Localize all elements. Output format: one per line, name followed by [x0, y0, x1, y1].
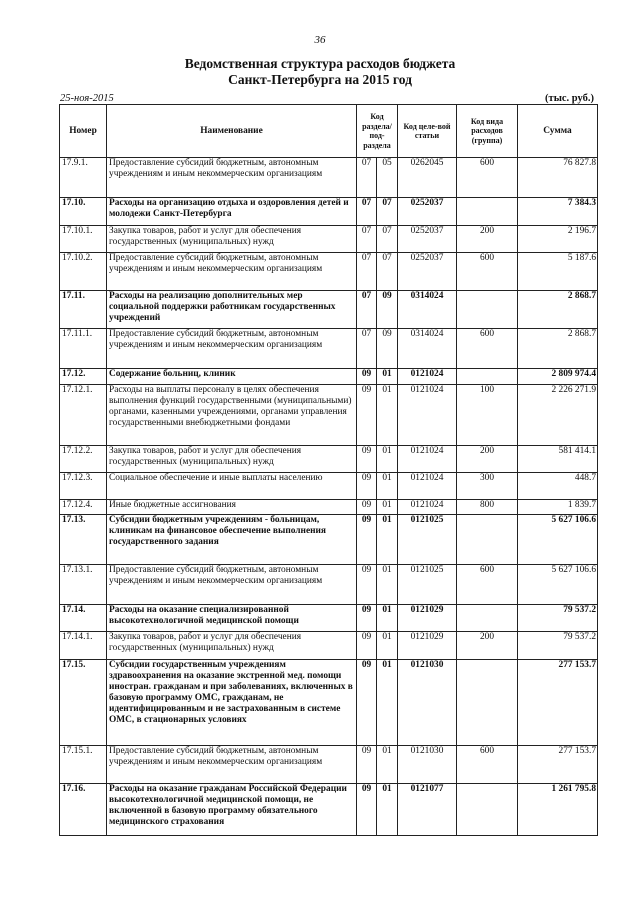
row-sum: 2 868.7 — [518, 291, 598, 329]
row-sum: 1 261 795.8 — [518, 784, 598, 836]
header-name: Наименование — [107, 105, 357, 158]
header-target-code: Код целе-вой статьи — [398, 105, 457, 158]
row-subsection: 07 — [377, 198, 398, 226]
row-target-code: 0121077 — [398, 784, 457, 836]
table-row — [60, 291, 598, 329]
row-target-code: 0121024 — [398, 369, 457, 385]
page-number: 36 — [314, 34, 326, 46]
title-line-1: Ведомственная структура расходов бюджета — [184, 56, 456, 71]
row-number: 17.11. — [60, 291, 107, 329]
row-subsection: 09 — [377, 291, 398, 329]
row-name: Закупка товаров, работ и услуг для обеспечения государственных (муниципальных) нужд — [107, 226, 357, 253]
row-name: Расходы на выплаты персоналу в целях обеспечения выполнения функций государственными (муниципальными) органами, казенными учреждениями, органами управления государственными внебюджетными фондами — [107, 385, 357, 446]
row-number: 17.12.3. — [60, 473, 107, 500]
row-section: 09 — [357, 632, 377, 660]
table-row — [60, 565, 598, 605]
row-target-code: 0121029 — [398, 632, 457, 660]
row-subsection: 01 — [377, 632, 398, 660]
row-number: 17.11.1. — [60, 329, 107, 369]
table-row — [60, 158, 598, 198]
row-expense-type: 200 — [457, 226, 518, 253]
row-number: 17.15. — [60, 660, 107, 746]
document-title — [0, 56, 640, 88]
row-sum: 2 226 271.9 — [518, 385, 598, 446]
table-row — [60, 385, 598, 446]
table-row — [60, 515, 598, 565]
row-target-code: 0121029 — [398, 605, 457, 632]
row-expense-type — [457, 515, 518, 565]
header-number: Номер — [60, 105, 107, 158]
row-target-code: 0314024 — [398, 291, 457, 329]
row-subsection: 01 — [377, 369, 398, 385]
table-row — [60, 500, 598, 515]
table-row — [60, 253, 598, 291]
row-target-code: 0121030 — [398, 660, 457, 746]
row-section: 09 — [357, 605, 377, 632]
row-expense-type: 200 — [457, 446, 518, 473]
row-section: 09 — [357, 746, 377, 784]
row-name: Содержание больниц, клиник — [107, 369, 357, 385]
row-expense-type — [457, 660, 518, 746]
row-subsection: 01 — [377, 660, 398, 746]
row-name: Закупка товаров, работ и услуг для обеспечения государственных (муниципальных) нужд — [107, 632, 357, 660]
row-subsection: 09 — [377, 329, 398, 369]
row-expense-type — [457, 605, 518, 632]
row-sum: 277 153.7 — [518, 660, 598, 746]
row-target-code: 0252037 — [398, 198, 457, 226]
table-row — [60, 446, 598, 473]
row-name: Предоставление субсидий бюджетным, автономным учреждениям и иным некоммерческим организациям — [107, 329, 357, 369]
row-name: Предоставление субсидий бюджетным, автономным учреждениям и иным некоммерческим организациям — [107, 253, 357, 291]
row-target-code: 0121030 — [398, 746, 457, 784]
row-expense-type: 600 — [457, 158, 518, 198]
title-line-2: Санкт-Петербурга на 2015 год — [228, 72, 412, 87]
row-subsection: 01 — [377, 515, 398, 565]
row-sum: 79 537.2 — [518, 605, 598, 632]
row-number: 17.9.1. — [60, 158, 107, 198]
table-row — [60, 329, 598, 369]
row-sum: 5 627 106.6 — [518, 515, 598, 565]
row-expense-type: 800 — [457, 500, 518, 515]
row-sum: 277 153.7 — [518, 746, 598, 784]
row-expense-type: 600 — [457, 253, 518, 291]
table-header-row — [60, 105, 598, 158]
row-name: Социальное обеспечение и иные выплаты населению — [107, 473, 357, 500]
row-name: Предоставление субсидий бюджетным, автономным учреждениям и иным некоммерческим организациям — [107, 746, 357, 784]
row-section: 07 — [357, 253, 377, 291]
row-section: 09 — [357, 369, 377, 385]
row-number: 17.14. — [60, 605, 107, 632]
row-number: 17.12. — [60, 369, 107, 385]
row-sum: 448.7 — [518, 473, 598, 500]
row-expense-type: 600 — [457, 746, 518, 784]
row-target-code: 0252037 — [398, 226, 457, 253]
row-sum: 2 868.7 — [518, 329, 598, 369]
header-sum: Сумма — [518, 105, 598, 158]
row-number: 17.16. — [60, 784, 107, 836]
row-subsection: 05 — [377, 158, 398, 198]
row-subsection: 01 — [377, 565, 398, 605]
row-section: 09 — [357, 784, 377, 836]
row-subsection: 01 — [377, 385, 398, 446]
table-row — [60, 605, 598, 632]
row-section: 09 — [357, 515, 377, 565]
row-expense-type — [457, 784, 518, 836]
row-expense-type: 200 — [457, 632, 518, 660]
row-sum: 5 187.6 — [518, 253, 598, 291]
row-section: 09 — [357, 473, 377, 500]
table-row — [60, 660, 598, 746]
row-expense-type — [457, 291, 518, 329]
table-row — [60, 226, 598, 253]
row-subsection: 01 — [377, 500, 398, 515]
row-sum: 7 384.3 — [518, 198, 598, 226]
row-subsection: 01 — [377, 746, 398, 784]
row-sum: 76 827.8 — [518, 158, 598, 198]
table-row — [60, 369, 598, 385]
row-expense-type — [457, 369, 518, 385]
table-row — [60, 632, 598, 660]
row-expense-type: 600 — [457, 565, 518, 605]
row-name: Предоставление субсидий бюджетным, автономным учреждениям и иным некоммерческим организациям — [107, 565, 357, 605]
row-target-code: 0121024 — [398, 500, 457, 515]
row-name: Расходы на организацию отдыха и оздоровления детей и молодежи Санкт-Петербурга — [107, 198, 357, 226]
row-target-code: 0121024 — [398, 446, 457, 473]
table-row — [60, 746, 598, 784]
row-subsection: 01 — [377, 605, 398, 632]
row-target-code: 0121024 — [398, 385, 457, 446]
budget-table — [59, 104, 598, 836]
row-name: Расходы на реализацию дополнительных мер социальной поддержки работникам государственных учреждений — [107, 291, 357, 329]
row-name: Закупка товаров, работ и услуг для обеспечения государственных (муниципальных) нужд — [107, 446, 357, 473]
row-expense-type — [457, 198, 518, 226]
row-subsection: 01 — [377, 473, 398, 500]
header-section-code: Код раздела/ под-раздела — [357, 105, 398, 158]
row-name: Расходы на оказание гражданам Российской Федерации высокотехнологичной медицинской помощи, не включенной в базовую программу обязательного медицинского страхования — [107, 784, 357, 836]
row-expense-type: 100 — [457, 385, 518, 446]
units-label: (тыс. руб.) — [545, 93, 594, 104]
row-sum: 1 839.7 — [518, 500, 598, 515]
row-number: 17.14.1. — [60, 632, 107, 660]
row-target-code: 0121024 — [398, 473, 457, 500]
row-section: 07 — [357, 329, 377, 369]
row-sum: 79 537.2 — [518, 632, 598, 660]
row-number: 17.15.1. — [60, 746, 107, 784]
row-name: Расходы на оказание специализированной высокотехнологичной медицинской помощи — [107, 605, 357, 632]
row-section: 09 — [357, 500, 377, 515]
row-name: Предоставление субсидий бюджетным, автономным учреждениям и иным некоммерческим организациям — [107, 158, 357, 198]
table-row — [60, 198, 598, 226]
row-name: Иные бюджетные ассигнования — [107, 500, 357, 515]
row-name: Субсидии государственным учреждениям здравоохранения на оказание экстренной мед. помощи иностран. гражданам и при заболеваниях, включенных в базовую программу ОМС, гражданам, не идентифицированным и не застрахованным в системе ОМС, в стационарных условиях — [107, 660, 357, 746]
table-row — [60, 784, 598, 836]
row-number: 17.10. — [60, 198, 107, 226]
row-subsection: 07 — [377, 226, 398, 253]
row-number: 17.12.2. — [60, 446, 107, 473]
row-section: 09 — [357, 385, 377, 446]
row-number: 17.12.4. — [60, 500, 107, 515]
row-expense-type: 600 — [457, 329, 518, 369]
row-number: 17.10.1. — [60, 226, 107, 253]
row-number: 17.13.1. — [60, 565, 107, 605]
row-target-code: 0262045 — [398, 158, 457, 198]
header-expense-type-code: Код вида расходов (группа) — [457, 105, 518, 158]
row-expense-type: 300 — [457, 473, 518, 500]
row-sum: 581 414.1 — [518, 446, 598, 473]
row-target-code: 0252037 — [398, 253, 457, 291]
row-section: 09 — [357, 565, 377, 605]
row-target-code: 0314024 — [398, 329, 457, 369]
row-subsection: 01 — [377, 784, 398, 836]
row-section: 07 — [357, 198, 377, 226]
row-name: Субсидии бюджетным учреждениям - больницам, клиникам на финансовое обеспечение выполнения государственного задания — [107, 515, 357, 565]
row-section: 07 — [357, 291, 377, 329]
row-sum: 2 196.7 — [518, 226, 598, 253]
row-number: 17.13. — [60, 515, 107, 565]
row-number: 17.10.2. — [60, 253, 107, 291]
row-subsection: 01 — [377, 446, 398, 473]
row-section: 07 — [357, 158, 377, 198]
row-sum: 5 627 106.6 — [518, 565, 598, 605]
row-target-code: 0121025 — [398, 515, 457, 565]
row-section: 07 — [357, 226, 377, 253]
row-section: 09 — [357, 446, 377, 473]
row-target-code: 0121025 — [398, 565, 457, 605]
report-date: 25-ноя-2015 — [60, 93, 114, 104]
table-row — [60, 473, 598, 500]
row-number: 17.12.1. — [60, 385, 107, 446]
row-sum: 2 809 974.4 — [518, 369, 598, 385]
row-subsection: 07 — [377, 253, 398, 291]
row-section: 09 — [357, 660, 377, 746]
